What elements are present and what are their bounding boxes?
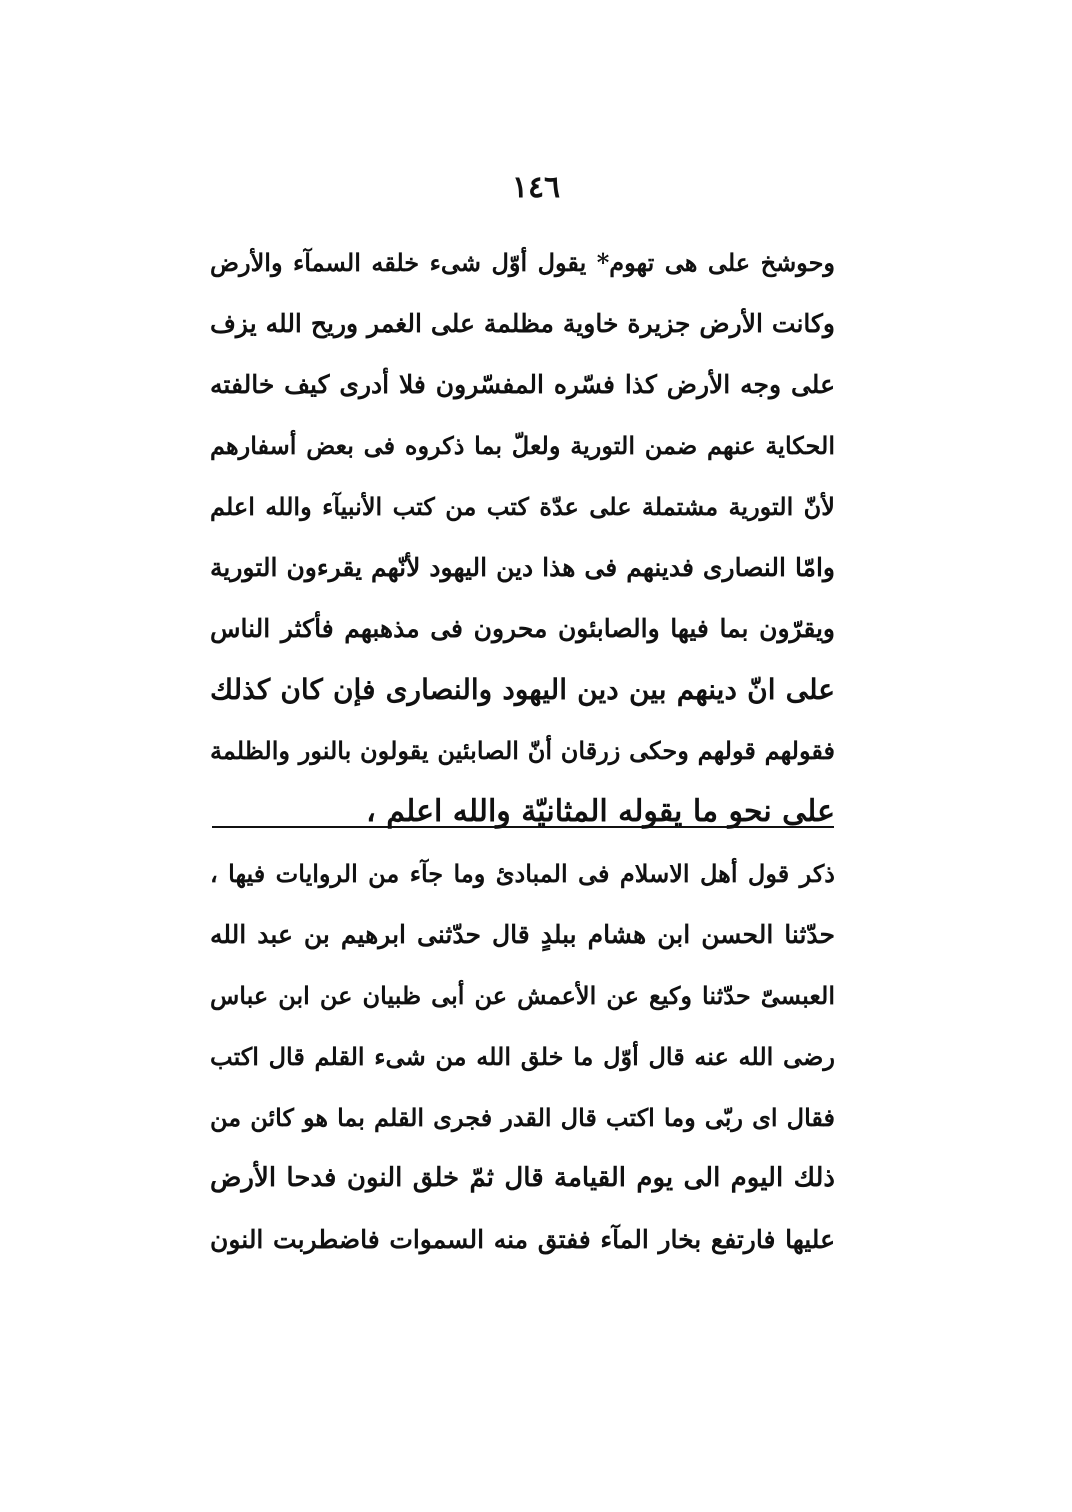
text-line: الحكاية عنهم ضمن التورية ولعلّ بما ذكروه فى بعض أسفارهم — [210, 431, 835, 460]
text-line: وحوشخ على هى تهوم* يقول أوّل شىء خلقه السمآء والأرض — [210, 248, 835, 277]
text-line: فقولهم قولهم وحكى زرقان أنّ الصابئين يقولون بالنور والظلمة — [210, 736, 835, 765]
text-line: وكانت الأرض جزيرة خاوية مظلمة على الغمر وريح الله يزف — [210, 309, 835, 338]
text-line: على نحو ما يقوله المثانيّة والله اعلم ، — [366, 794, 835, 829]
section-heading: ذكر قول أهل الاسلام فى المبادئ وما جآء من الروايات فيها ، — [210, 859, 835, 888]
text-line: لأنّ التورية مشتملة على عدّة كتب من كتب الأنبيآء والله اعلم — [210, 492, 835, 521]
text-line: فقال اى ربّى وما اكتب قال القدر فجرى القلم بما هو كائن من — [210, 1103, 835, 1132]
paragraph-2 — [210, 843, 835, 1270]
section-divider — [212, 826, 834, 828]
text-line: عليها فارتفع بخار المآء ففتق منه السموات فاضطربت النون — [210, 1225, 835, 1254]
text-line: ويقرّون بما فيها والصابئون محرون فى مذهبهم فأكثر الناس — [210, 614, 835, 643]
text-line: على وجه الأرض كذا فسّره المفسّرون فلا أدرى كيف خالفته — [210, 370, 835, 399]
text-line: رضى الله عنه قال أوّل ما خلق الله من شىء القلم قال اكتب — [210, 1042, 835, 1071]
text-line: وامّا النصارى فدينهم فى هذا دين اليهود لأنّهم يقرءون التورية — [210, 553, 835, 582]
text-line: حدّثنا الحسن ابن هشام ببلدٍ قال حدّثنى ابرهيم بن عبد الله — [210, 920, 835, 949]
paragraph-1 — [210, 232, 835, 842]
text-line: ذلك اليوم الى يوم القيامة قال ثمّ خلق النون فدحا الأرض — [210, 1163, 835, 1193]
text-line: على انّ دينهم بين دين اليهود والنصارى فإن كان كذلك — [210, 673, 835, 706]
page-number: ١٤٦ — [511, 170, 561, 205]
text-line: العبسىّ حدّثنا وكيع عن الأعمش عن أبى ظبيان عن ابن عباس — [210, 981, 835, 1010]
